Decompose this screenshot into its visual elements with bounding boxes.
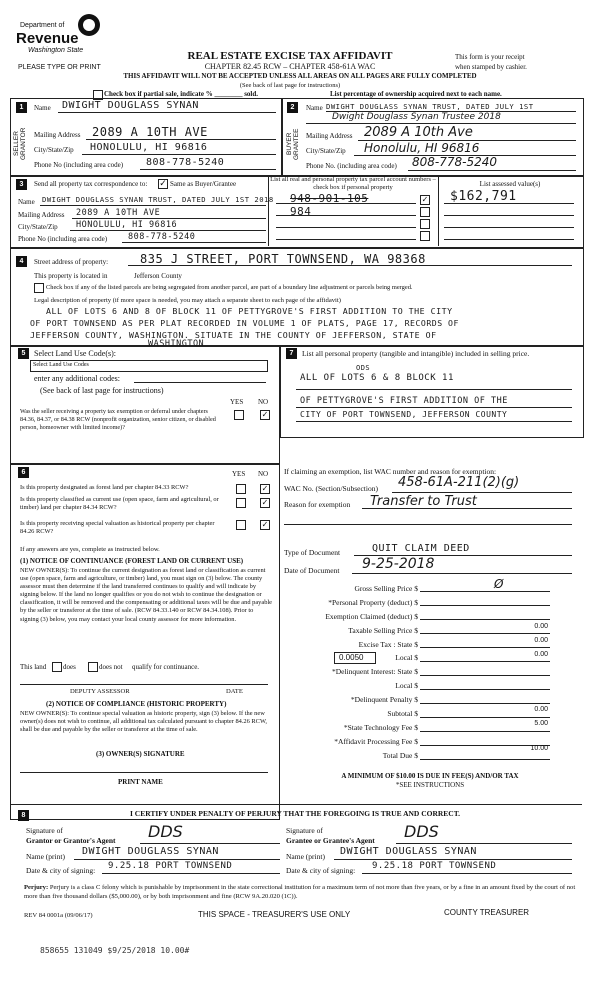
legal-label: Legal description of property (if more space is needed, you may attach a separate sheet to each page of the affidavit) <box>34 297 341 304</box>
forest-q1-no[interactable]: ✓ <box>261 484 269 493</box>
section-4-number: 4 <box>16 256 27 267</box>
land-use-select[interactable] <box>30 360 268 372</box>
see-instructions: *SEE INSTRUCTIONS <box>395 781 465 789</box>
parcel-3-personal-checkbox[interactable] <box>420 219 430 229</box>
dept-line1: Department of <box>20 22 65 29</box>
section-6-box <box>10 464 280 820</box>
taxable-label: Taxable Selling Price $ <box>348 626 418 635</box>
personal-insert[interactable]: ODS <box>356 364 371 372</box>
owner-signature-label: (3) OWNER(S) SIGNATURE <box>96 750 185 758</box>
qualify-label: qualify for continuance. <box>132 663 200 671</box>
corr-city[interactable]: HONOLULU, HI 96816 <box>76 220 178 230</box>
notice2-body: NEW OWNER(S): To continue special valuation as historic property, sign (3) below. If the new owner(s) does not wish to continue, all additional tax calculated pursuant to chapter 84.26 RCW, shall be due and payable by the seller or transferor at the time of sale. <box>20 710 267 734</box>
forest-no: NO <box>258 470 269 478</box>
affidavit-fee-label: *Affidavit Processing Fee $ <box>334 737 418 746</box>
gross-label: Gross Selling Price $ <box>354 584 418 593</box>
seller-address[interactable]: 2089 A 10TH AVE <box>92 125 208 139</box>
perjury-label: Perjury: <box>24 884 49 891</box>
reason-label: Reason for exemption <box>284 500 351 509</box>
same-as-buyer-label: Same as Buyer/Grantee <box>170 180 237 188</box>
legal-line1[interactable]: ALL OF LOTS 6 AND 8 OF BLOCK 11 OF PETTYGROVE'S FIRST ADDITION TO THE CITY <box>46 306 453 316</box>
corr-name-label: Name <box>18 198 35 206</box>
does-checkbox[interactable] <box>52 662 62 672</box>
additional-codes-label: enter any additional codes: <box>34 374 120 383</box>
wac-label: WAC No. (Section/Subsection) <box>284 484 378 493</box>
located-label: This property is located in <box>34 272 108 280</box>
section-7-number: 7 <box>286 348 297 359</box>
section-5-number: 5 <box>18 348 29 359</box>
warning: THIS AFFIDAVIT WILL NOT BE ACCEPTED UNLESS ALL AREAS ON ALL PAGES ARE FULLY COMPLETED <box>123 72 477 80</box>
grantee-name-label: Name (print) <box>286 852 325 861</box>
reason-value[interactable]: Transfer to Trust <box>370 494 477 509</box>
seller-side-label: SELLER GRANTOR <box>13 127 27 161</box>
buyer-address[interactable]: 2089 A 10th Ave <box>364 125 473 140</box>
corr-phone-label: Phone No (including area code) <box>18 235 108 243</box>
notice1-body: NEW OWNER(S): To continue the current designation as forest land or classification as current use (open space, farm and agriculture, or timber) land, you must sign on (3) below. The county assessor must then determine if the land transferred continues to qualify and will indicate by signing below. If the land no longer qualifies or you do not wish to continue the designation or classification, it will be removed and the compensating or additional taxes will be due and payable by the seller or transferor at the time of sale. (RCW 84.33.140 or RCW 84.34.108). Prior to signing (3) below, you may contact your local county assessor for more information. <box>20 567 272 623</box>
grantee-sig-label2: Grantee or Grantee's Agent <box>286 836 375 845</box>
ownership-note: List percentage of ownership acquired next to each name. <box>330 90 502 98</box>
form-title: REAL ESTATE EXCISE TAX AFFIDAVIT <box>187 50 393 62</box>
gross-value[interactable]: Ø <box>494 577 504 591</box>
exemption-claim-label: If claiming an exemption, list WAC number and reason for exemption: <box>284 467 497 476</box>
this-land-label: This land <box>20 663 47 671</box>
form-chapter: CHAPTER 82.45 RCW – CHAPTER 458-61A WAC <box>204 62 376 71</box>
subtotal-value: 0.00 <box>534 706 548 713</box>
total-label: Total Due $ <box>382 751 418 760</box>
delinquent-state-label: *Delinquent Interest: State $ <box>331 667 418 676</box>
date-label: DATE <box>226 688 243 695</box>
dor-logo <box>16 14 110 58</box>
section-8-number: 8 <box>18 810 29 821</box>
local-rate: 0.0050 <box>339 653 364 662</box>
forest-q3: Is this property receiving special valuation as historical property per chapter 84.26 RCW? <box>20 520 215 535</box>
land-use-yes: YES <box>230 398 244 406</box>
rev-number: REV 84 0001a (09/06/17) <box>24 912 93 919</box>
perjury-notice <box>24 883 580 901</box>
local-rate-field[interactable] <box>334 652 376 664</box>
buyer-city[interactable]: Honolulu, HI 96816 <box>364 141 480 155</box>
doc-type[interactable]: QUIT CLAIM DEED <box>372 543 470 554</box>
grantor-name[interactable]: DWIGHT DOUGLASS SYNAN <box>82 846 219 857</box>
does-not-checkbox[interactable] <box>88 662 98 672</box>
forest-q1-yes[interactable] <box>236 484 246 494</box>
street-label: Street address of property: <box>34 258 109 266</box>
buyer-phone-label: Phone No. (including area code) <box>306 162 397 170</box>
subtotal-label: Subtotal $ <box>387 709 418 718</box>
personal-property-label: List all personal property (tangible and intangible) included in selling price. <box>302 349 530 358</box>
land-use-question: Was the seller receiving a property tax exemption or deferral under chapters 84.36, 84.37, or 84.38 RCW (nonprofit organization, senior citizen, or disabled person, homeowner with limited income)? <box>20 408 216 431</box>
grantor-date-city-label: Date & city of signing: <box>26 866 96 875</box>
parcel-2-personal-checkbox[interactable] <box>420 207 430 217</box>
forest-q3-yes[interactable] <box>236 520 246 530</box>
partial-sale-label: Check box if partial sale, indicate % ________ sold. <box>104 90 259 98</box>
buyer-side-label: BUYER GRANTEE <box>286 128 300 160</box>
corr-phone[interactable]: 808-778-5240 <box>128 232 196 242</box>
parcel-2[interactable]: 984 <box>290 205 312 218</box>
section-1-number: 1 <box>16 102 27 113</box>
forest-q1: Is this property designated as forest land per chapter 84.33 RCW? <box>20 484 189 491</box>
treasurer-space: THIS SPACE - TREASURER'S USE ONLY <box>198 910 351 919</box>
delinquent-penalty-label: *Delinquent Penalty $ <box>350 695 418 704</box>
total-value: 10.00 <box>530 745 548 752</box>
segregated-label: Check box if any of the listed parcels are being segregated from another parcel, are part of a boundary line adjustment or parcels being merged. <box>46 284 413 291</box>
cashier-note: when stamped by cashier. <box>455 63 527 71</box>
corr-address[interactable]: 2089 A 10TH AVE <box>76 208 161 218</box>
local-value: 0.00 <box>534 651 548 658</box>
personal-line1[interactable]: ALL OF LOTS 6 & 8 BLOCK 11 <box>300 373 454 383</box>
grantor-signature[interactable]: DDS <box>148 822 183 841</box>
personal-label: *Personal Property (deduct) $ <box>328 598 418 607</box>
does-label: does <box>63 663 76 671</box>
land-use-no-checkbox[interactable]: ✓ <box>261 410 269 419</box>
legal-line3[interactable]: JEFFERSON COUNTY, WASHINGTON. SITUATE IN THE COUNTY OF JEFFERSON, STATE OF <box>30 330 437 340</box>
forest-if-yes: If any answers are yes, complete as instructed below. <box>20 546 160 553</box>
doc-date-label: Date of Document <box>284 566 340 575</box>
grantor-sig-label2: Grantor or Grantor's Agent <box>26 836 116 845</box>
same-as-buyer-checkbox[interactable]: ✓ <box>159 179 167 189</box>
forest-q2: Is this property classified as current use (open space, farm and agricultural, or timber) land per chapter 84.34 RCW? <box>20 496 219 511</box>
grantee-date-city-label: Date & city of signing: <box>286 866 356 875</box>
seller-name[interactable]: DWIGHT DOUGLASS SYNAN <box>62 100 199 111</box>
buyer-name-line1[interactable]: DWIGHT DOUGLASS SYNAN TRUST, DATED JULY 1ST <box>326 102 534 111</box>
receipt-note: This form is your receipt <box>455 53 525 61</box>
section-2-number: 2 <box>287 102 298 113</box>
assessed-1[interactable]: $162,791 <box>450 189 517 204</box>
legal-line2[interactable]: OF PORT TOWNSEND AS PER PLAT RECORDED IN VOLUME 1 OF PLATS, PAGE 17, RECORDS OF <box>30 318 459 328</box>
seller-address-label: Mailing Address <box>34 131 81 139</box>
notice2-title: (2) NOTICE OF COMPLIANCE (HISTORIC PROPERTY) <box>46 700 227 708</box>
grantee-date-city[interactable]: 9.25.18 PORT TOWNSEND <box>372 861 497 871</box>
assessed-header: List assessed value(s) <box>479 180 541 188</box>
certify-statement: I CERTIFY UNDER PENALTY OF PERJURY THAT THE FOREGOING IS TRUE AND CORRECT. <box>130 809 461 818</box>
parcel-1[interactable]: 948-901-105 <box>290 192 369 205</box>
notice1-title: (1) NOTICE OF CONTINUANCE (FOREST LAND OR CURRENT USE) <box>20 557 244 565</box>
grantee-signature[interactable]: DDS <box>404 822 439 841</box>
forest-q3-no[interactable]: ✓ <box>261 520 269 529</box>
seller-city-label: City/State/Zip <box>34 146 74 154</box>
corr-city-label: City/State/Zip <box>18 223 58 231</box>
personal-line3[interactable]: CITY OF PORT TOWNSEND, JEFFERSON COUNTY <box>300 410 508 419</box>
doc-date[interactable]: 9-25-2018 <box>362 556 435 572</box>
send-correspondence-label: Send all property tax correspondence to: <box>34 180 148 188</box>
corr-address-label: Mailing Address <box>18 211 65 219</box>
local-label: Local $ <box>395 653 418 662</box>
grantor-date-city[interactable]: 9.25.18 PORT TOWNSEND <box>108 861 233 871</box>
deputy-label: DEPUTY ASSESSOR <box>70 688 130 695</box>
print-name-label: PRINT NAME <box>118 778 163 786</box>
grantee-name[interactable]: DWIGHT DOUGLASS SYNAN <box>340 846 477 857</box>
forest-q2-yes[interactable] <box>236 498 246 508</box>
minimum-fee: A MINIMUM OF $10.00 IS DUE IN FEE(S) AND/OR TAX <box>341 772 519 780</box>
segregated-checkbox[interactable] <box>34 283 44 293</box>
county-treasurer: COUNTY TREASURER <box>444 908 530 917</box>
street-address[interactable]: 835 J STREET, PORT TOWNSEND, WA 98368 <box>140 252 426 266</box>
dept-line3: Washington State <box>28 47 84 54</box>
parcel-1-personal-checkbox[interactable]: ✓ <box>421 195 429 204</box>
grantor-name-label: Name (print) <box>26 852 65 861</box>
land-use-select-label: Select Land Use Code(s): <box>34 349 116 358</box>
land-use-select-value: Select Land Use Codes <box>33 362 89 368</box>
doc-type-label: Type of Document <box>284 548 341 557</box>
tech-fee-label: *State Technology Fee $ <box>343 723 418 732</box>
land-use-no: NO <box>258 398 269 406</box>
forest-q2-no[interactable]: ✓ <box>261 498 269 507</box>
seller-name-label: Name <box>34 104 51 112</box>
legal-line4[interactable]: WASHINGTON <box>148 339 205 349</box>
county: Jefferson County <box>134 272 182 280</box>
seller-phone-label: Phone No (including area code) <box>34 161 124 169</box>
please-type: PLEASE TYPE OR PRINT <box>18 64 101 71</box>
parcel-4-personal-checkbox[interactable] <box>420 231 430 241</box>
wac-number[interactable]: 458-61A-211(2)(g) <box>398 475 520 490</box>
buyer-name-label: Name <box>306 104 323 112</box>
buyer-name-line2[interactable]: Dwight Douglass Synan Trustee 2018 <box>332 112 501 122</box>
grantee-sig-label1: Signature of <box>286 826 323 835</box>
parcel-header: List all real and personal property tax parcel account numbers – check box if personal property <box>270 176 436 191</box>
section-3-number: 3 <box>16 179 27 190</box>
dept-line2: Revenue <box>16 30 79 47</box>
see-back: (See back of last page for instructions) <box>239 82 341 89</box>
excise-state-label: Excise Tax : State $ <box>358 640 418 649</box>
taxable-value: 0.00 <box>534 623 548 630</box>
perjury-text: Perjury is a class C felony which is punishable by imprisonment in the state correctional institution for a maximum term of not more than five years, or by a fine in an amount fixed by the court of not more than five thousand dollars ($5,000.00), or by both imprisonment and fine (RCW 9A.20.020 (1C)). <box>24 884 576 900</box>
section-7-box <box>280 346 584 438</box>
buyer-city-label: City/State/Zip <box>306 147 346 155</box>
excise-state-value: 0.00 <box>534 637 548 644</box>
personal-line2[interactable]: OF PETTYGROVE'S FIRST ADDITION OF THE <box>300 396 508 406</box>
grantor-sig-label1: Signature of <box>26 826 63 835</box>
land-use-see-back: (See back of last page for instructions) <box>40 386 164 395</box>
forest-yes: YES <box>232 470 246 478</box>
does-not-label: does not <box>99 663 123 671</box>
exemption-deduct-label: Exemption Claimed (deduct) $ <box>325 612 418 621</box>
seller-phone[interactable]: 808-778-5240 <box>146 157 225 168</box>
seller-city[interactable]: HONOLULU, HI 96816 <box>90 142 208 153</box>
section-6-number: 6 <box>18 467 29 478</box>
buyer-address-label: Mailing Address <box>306 132 353 140</box>
land-use-yes-checkbox[interactable] <box>234 410 244 420</box>
local2-label: Local $ <box>395 681 418 690</box>
tech-fee-value: 5.00 <box>534 720 548 727</box>
receipt-stamp: 858655 131049 $9/25/2018 10.00# <box>40 946 190 955</box>
buyer-phone[interactable]: 808-778-5240 <box>412 155 498 169</box>
corr-name[interactable]: DWIGHT DOUGLASS SYNAN TRUST, DATED JULY 1ST 2018 <box>42 195 274 204</box>
